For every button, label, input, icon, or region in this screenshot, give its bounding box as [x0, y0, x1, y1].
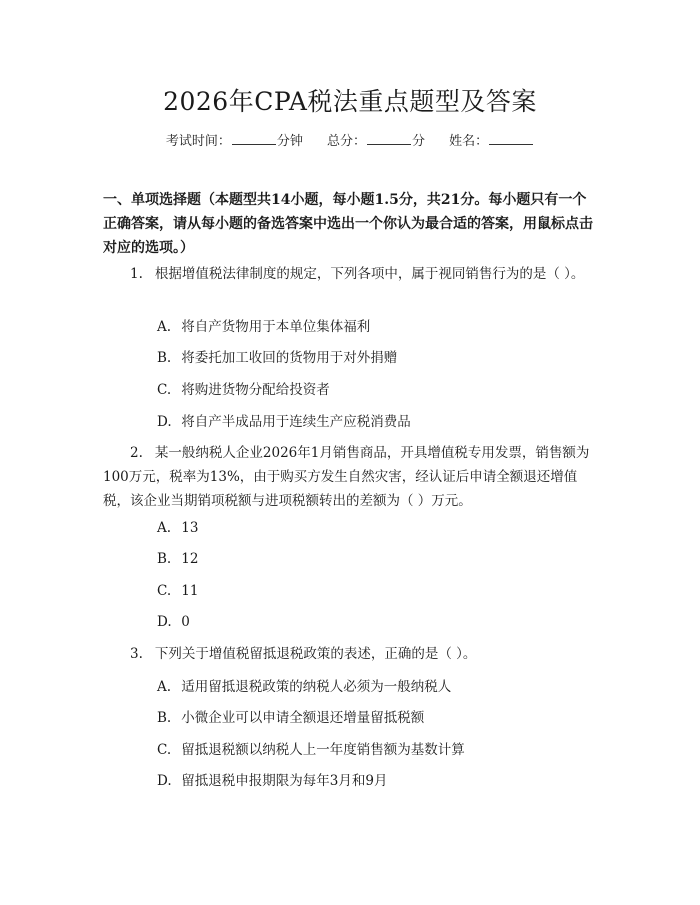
question-number: 1. [130, 266, 143, 282]
question-1-option-d[interactable] [157, 412, 597, 432]
question-2-option-a[interactable] [157, 518, 597, 538]
option-text: 将购进货物分配给投资者 [181, 382, 330, 398]
question-1 [103, 262, 598, 286]
option-text: 将自产货物用于本单位集体福利 [181, 319, 371, 335]
score-unit: 分 [412, 134, 426, 149]
option-label: D. [157, 414, 172, 430]
option-text: 适用留抵退税政策的纳税人必须为一般纳税人 [181, 679, 452, 695]
question-text: 某一般纳税人企业2026年1月销售商品，开具增值税专用发票，销售额为100万元，税率为13%，由于购买方发生自然灾害，经认证后申请全额退还增值税，该企业当期销项税额与进项税额转出的差额为（ ）万元。 [103, 445, 590, 509]
option-label: D. [157, 614, 172, 630]
question-1-option-c[interactable] [157, 380, 597, 400]
question-1-option-a[interactable] [157, 317, 597, 337]
option-text: 12 [181, 551, 199, 567]
option-label: D. [157, 773, 172, 789]
option-label: C. [157, 583, 172, 599]
option-text: 将自产半成品用于连续生产应税消费品 [181, 414, 411, 430]
question-2-option-b[interactable] [157, 549, 597, 569]
time-unit: 分钟 [276, 134, 303, 149]
option-text: 0 [181, 614, 190, 630]
question-3-option-b[interactable] [157, 708, 597, 728]
question-number: 3. [130, 646, 143, 662]
name-blank[interactable] [489, 132, 533, 145]
question-text: 下列关于增值税留抵退税政策的表述，正确的是（ ）。 [154, 646, 477, 662]
option-label: C. [157, 742, 172, 758]
time-label: 考试时间： [165, 134, 231, 149]
option-label: B. [157, 710, 172, 726]
section-heading: 一、单项选择题（本题型共14小题，每小题1.5分，共21分。每小题只有一个正确答案，请从每小题的备选答案中选出一个你认为最合适的答案，用鼠标点击对应的选项。） [103, 192, 593, 256]
score-label: 总分： [326, 134, 366, 149]
option-text: 将委托加工收回的货物用于对外捐赠 [181, 350, 398, 366]
question-2-option-d[interactable] [157, 612, 597, 632]
document-title: 2026年CPA税法重点题型及答案 [163, 87, 537, 116]
time-blank[interactable] [232, 132, 276, 145]
name-label: 姓名： [449, 134, 489, 149]
option-label: A. [157, 520, 172, 536]
question-2-option-c[interactable] [157, 581, 597, 601]
exam-time [166, 130, 303, 149]
option-text: 13 [181, 520, 199, 536]
question-3-option-c[interactable] [157, 740, 597, 760]
option-label: A. [157, 679, 172, 695]
option-text: 11 [181, 583, 199, 599]
question-3 [103, 642, 598, 666]
option-label: C. [157, 382, 172, 398]
question-3-option-a[interactable] [157, 677, 597, 697]
total-score [327, 130, 425, 149]
option-label: B. [157, 551, 172, 567]
question-1-option-b[interactable] [157, 348, 597, 368]
question-2 [103, 441, 598, 513]
option-text: 小微企业可以申请全额退还增量留抵税额 [181, 710, 425, 726]
question-text: 根据增值税法律制度的规定，下列各项中，属于视同销售行为的是（ ）。 [154, 266, 585, 282]
option-label: B. [157, 350, 172, 366]
exam-meta [0, 130, 700, 149]
score-blank[interactable] [367, 132, 411, 145]
question-number: 2. [130, 445, 143, 461]
option-text: 留抵退税申报期限为每年3月和9月 [181, 773, 388, 789]
question-3-option-d[interactable] [157, 771, 597, 791]
student-name [449, 130, 534, 149]
option-text: 留抵退税额以纳税人上一年度销售额为基数计算 [181, 742, 465, 758]
option-label: A. [157, 319, 172, 335]
